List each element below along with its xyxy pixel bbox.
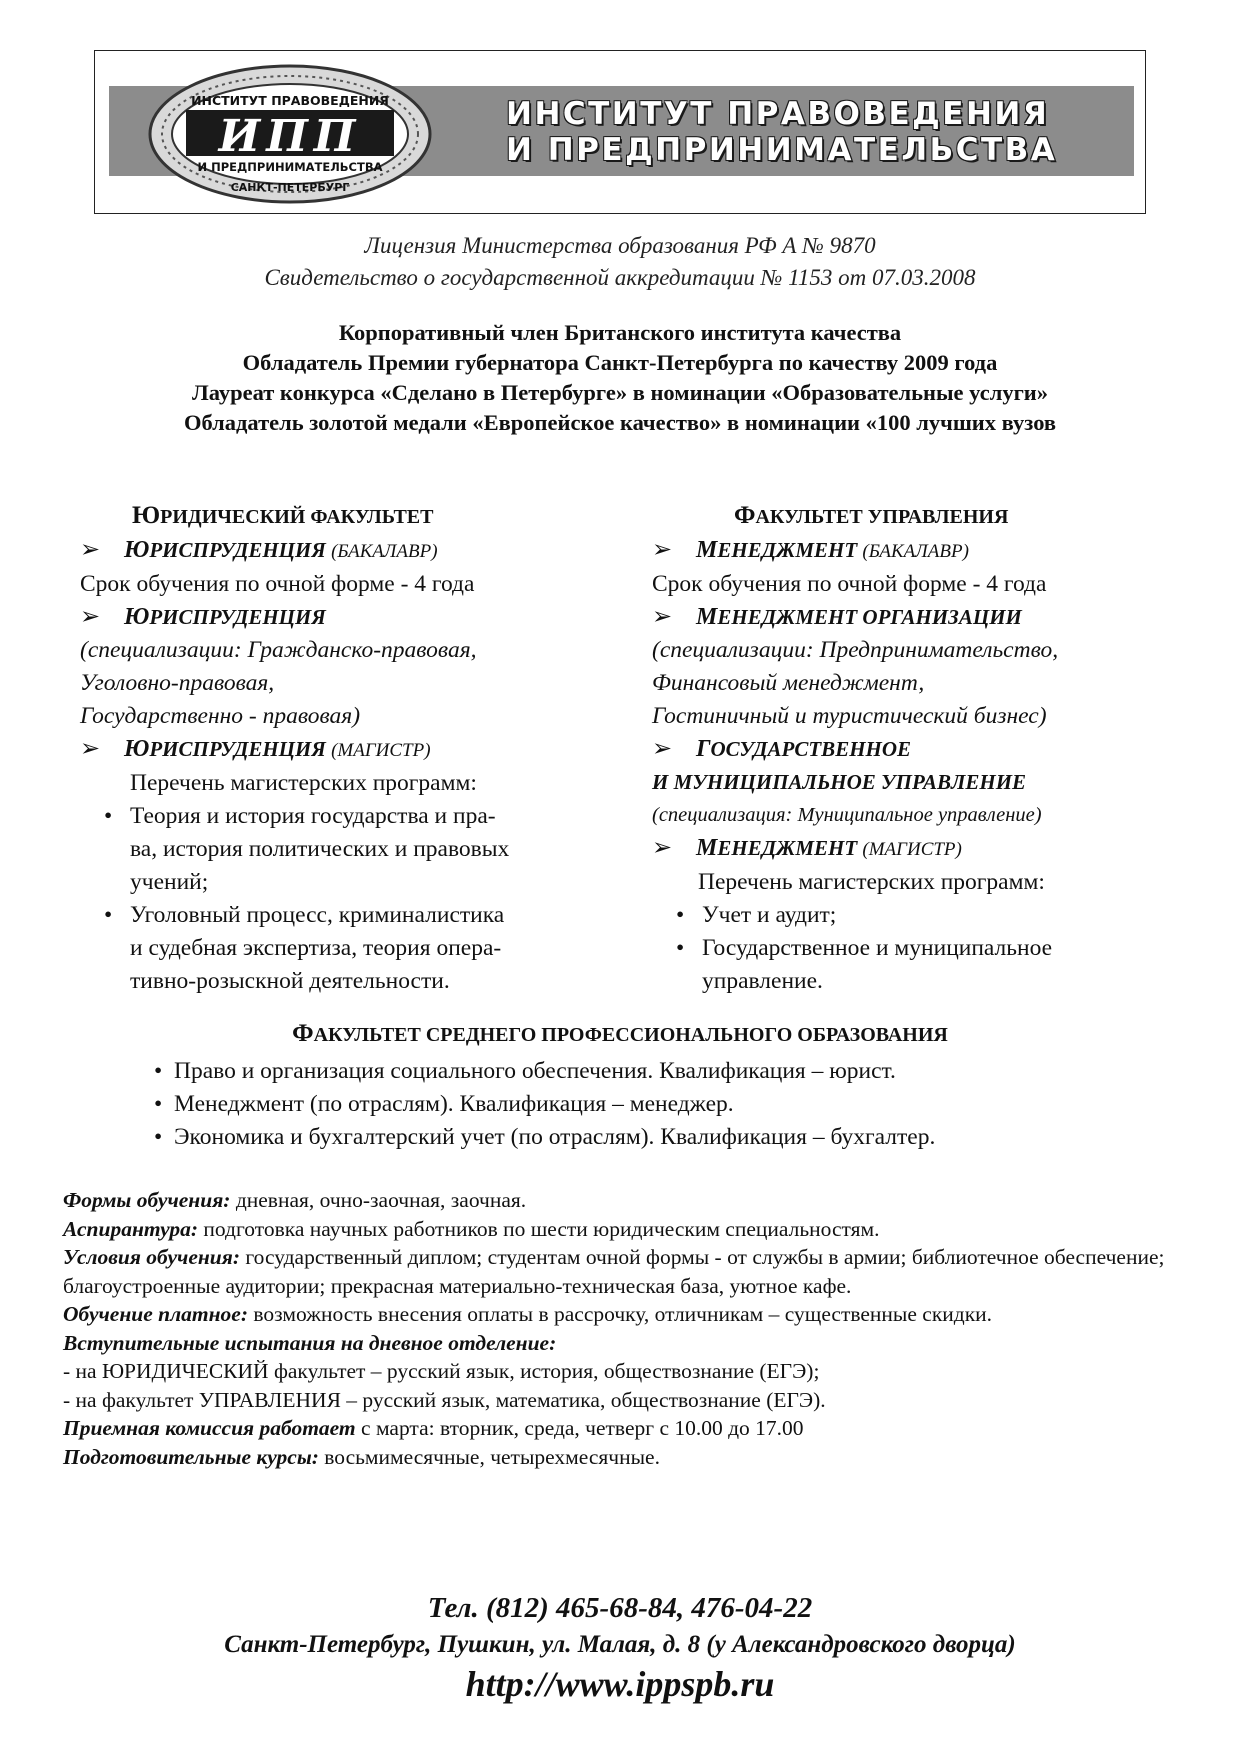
entrance-exams-management: - на факультет УПРАВЛЕНИЯ – русский язык, математика, обществознание (ЕГЭ).	[63, 1387, 826, 1412]
specializations: (специализации: Предпринимательство, Финансовый менеджмент, Гостиничный и туристический бизнес)	[652, 637, 1059, 729]
master-programs-intro: Перечень магистерских программ:	[698, 869, 1045, 895]
management-faculty-title: ФАКУЛЬТЕТ УПРАВЛЕНИЯ	[734, 502, 1009, 529]
logo-abbr: ИПП	[218, 111, 362, 162]
website-link[interactable]: http://www.ippspb.ru	[465, 1664, 775, 1704]
award-line: Обладатель золотой медали «Европейское качество» в номинации «100 лучших вузов	[183, 410, 1057, 435]
address: Санкт-Петербург, Пушкин, ул. Малая, д. 8 (у Александровского дворца)	[224, 1631, 1016, 1658]
study-forms: Формы обучения: дневная, очно-заочная, заочная.	[63, 1188, 527, 1212]
phone-numbers: Тел. (812) 465-68-84, 476-04-22	[427, 1592, 813, 1624]
law-faculty	[80, 499, 640, 998]
program-mgmt-master: ➢ МЕНЕДЖМЕНТ (МАГИСТР)	[652, 832, 1172, 866]
logo-ring-middle: И ПРЕДПРИНИМАТЕЛЬСТВА	[197, 160, 383, 174]
list-item: • Право и организация социального обеспечения. Квалификация – юрист.	[154, 1055, 935, 1088]
award-line: Корпоративный член Британского института качества	[338, 320, 902, 345]
paid-education: Обучение платное: возможность внесения оплаты в рассрочку, отличникам – существенные скидки.	[63, 1302, 993, 1326]
specialization: (специализация: Муниципальное управление)	[652, 804, 1042, 826]
institute-title	[506, 96, 1106, 168]
arrow-icon: ➢	[652, 835, 673, 861]
spo-faculty-title: ФАКУЛЬТЕТ СРЕДНЕГО ПРОФЕССИОНАЛЬНОГО ОБРАЗОВАНИЯ	[292, 1020, 948, 1047]
logo-ring-bottom: САНКТ-ПЕТЕРБУРГ	[230, 181, 350, 194]
arrow-icon: ➢	[80, 604, 101, 630]
study-term: Срок обучения по очной форме - 4 года	[652, 571, 1047, 597]
program-law-specialist: ➢ ЮРИСПРУДЕНЦИЯ	[80, 601, 640, 634]
entrance-exams-label: Вступительные испытания на дневное отделение:	[63, 1330, 557, 1355]
preparatory-courses: Подготовительные курсы: восьмимесячные, четырехмесячные.	[63, 1444, 660, 1469]
list-item: • Менеджмент (по отраслям). Квалификация – менеджер.	[154, 1088, 935, 1121]
study-term: Срок обучения по очной форме - 4 года	[80, 571, 475, 597]
arrow-icon: ➢	[652, 604, 673, 630]
postgraduate: Аспирантура: подготовка научных работников по шести юридическим специальностям.	[63, 1216, 880, 1241]
award-line: Лауреат конкурса «Сделано в Петербурге» в номинации «Образовательные услуги»	[191, 380, 1049, 405]
institute-title-line2: И ПРЕДПРИНИМАТЕЛЬСТВА	[506, 132, 1058, 168]
admission-office-hours: Приемная комиссия работает с марта: вторник, среда, четверг с 10.00 до 17.00	[63, 1416, 804, 1440]
institute-title-line1: ИНСТИТУТ ПРАВОВЕДЕНИЯ	[506, 96, 1050, 132]
program-law-master: ➢ ЮРИСПРУДЕНЦИЯ (МАГИСТР)	[80, 733, 640, 767]
arrow-icon: ➢	[80, 736, 101, 762]
master-programs-intro: Перечень магистерских программ:	[130, 770, 477, 796]
program-state-municipal: ➢ ГОСУДАРСТВЕННОЕ	[652, 733, 1172, 766]
institute-logo	[146, 63, 434, 205]
list-item: • Уголовный процесс, криминалистика и судебная экспертиза, теория опера- тивно-розыскной деятельности.	[80, 899, 640, 998]
program-law-bachelor: ➢ ЮРИСПРУДЕНЦИЯ (БАКАЛАВР)	[80, 534, 640, 568]
award-line: Обладатель Премии губернатора Санкт-Петербурга по качеству 2009 года	[242, 350, 998, 375]
spo-programs	[154, 1055, 935, 1154]
license-line: Лицензия Министерства образования РФ А № 9870	[364, 233, 876, 258]
specializations: (специализации: Гражданско-правовая, Уголовно-правовая, Государственно - правовая)	[80, 637, 477, 729]
arrow-icon: ➢	[652, 537, 673, 563]
logo-ring-top: ИНСТИТУТ ПРАВОВЕДЕНИЯ	[191, 93, 389, 108]
list-item: • Экономика и бухгалтерский учет (по отраслям). Квалификация – бухгалтер.	[154, 1121, 935, 1154]
management-faculty	[652, 499, 1172, 998]
awards-block	[40, 318, 1200, 438]
list-item: • Теория и история государства и пра- ва, история политических и правовых учений;	[80, 800, 640, 899]
law-faculty-title: ЮРИДИЧЕСКИЙ ФАКУЛЬТЕТ	[132, 502, 434, 529]
program-mgmt-organization: ➢ МЕНЕДЖМЕНТ ОРГАНИЗАЦИИ	[652, 601, 1172, 634]
arrow-icon: ➢	[80, 537, 101, 563]
study-conditions: Условия обучения: государственный диплом; студентам очной формы - от службы в армии; библиотечное обеспечение; благоустроенные аудитории; прекрасная материально-техническая база, уютное кафе.	[63, 1245, 1165, 1298]
arrow-icon: ➢	[652, 736, 673, 762]
program-mgmt-bachelor: ➢ МЕНЕДЖМЕНТ (БАКАЛАВР)	[652, 534, 1172, 568]
admission-info	[63, 1186, 1183, 1471]
entrance-exams-law: - на ЮРИДИЧЕСКИЙ факультет – русский язык, история, обществознание (ЕГЭ);	[63, 1359, 820, 1383]
list-item: • Учет и аудит;	[652, 899, 1172, 932]
accreditation-line: Свидетельство о государственной аккредитации № 1153 от 07.03.2008	[264, 265, 976, 290]
list-item: • Государственное и муниципальное управление.	[652, 932, 1172, 998]
program-state-municipal-line2: И МУНИЦИПАЛЬНОЕ УПРАВЛЕНИЕ	[652, 770, 1027, 794]
